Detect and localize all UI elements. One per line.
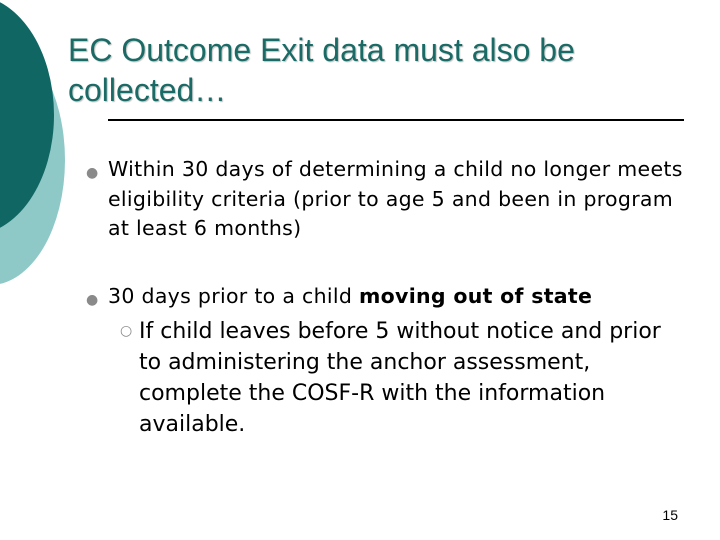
- bullet-dot-icon: ●: [86, 165, 99, 181]
- bullet-item-1: Within 30 days of determining a child no longer meets eligibility criteria (prior to age 5 and been in program at least 6 months): [108, 157, 683, 240]
- page-number: 15: [662, 507, 678, 523]
- bullet-item-2-text: 30 days prior to a child: [108, 284, 359, 308]
- slide-title: EC Outcome Exit data must also be collected…: [68, 32, 575, 108]
- sub-bullet-circle-icon: ○: [120, 323, 133, 339]
- sub-bullet-item-1: If child leaves before 5 without notice and prior to administering the anchor assessment, complete the COSF-R with the information available.: [139, 319, 661, 437]
- bullet-item-2: [108, 282, 688, 312]
- title-divider: [108, 119, 684, 121]
- bullet-item-2-emphasis: moving out of state: [359, 284, 593, 308]
- bullet-dot-icon: ●: [86, 292, 99, 308]
